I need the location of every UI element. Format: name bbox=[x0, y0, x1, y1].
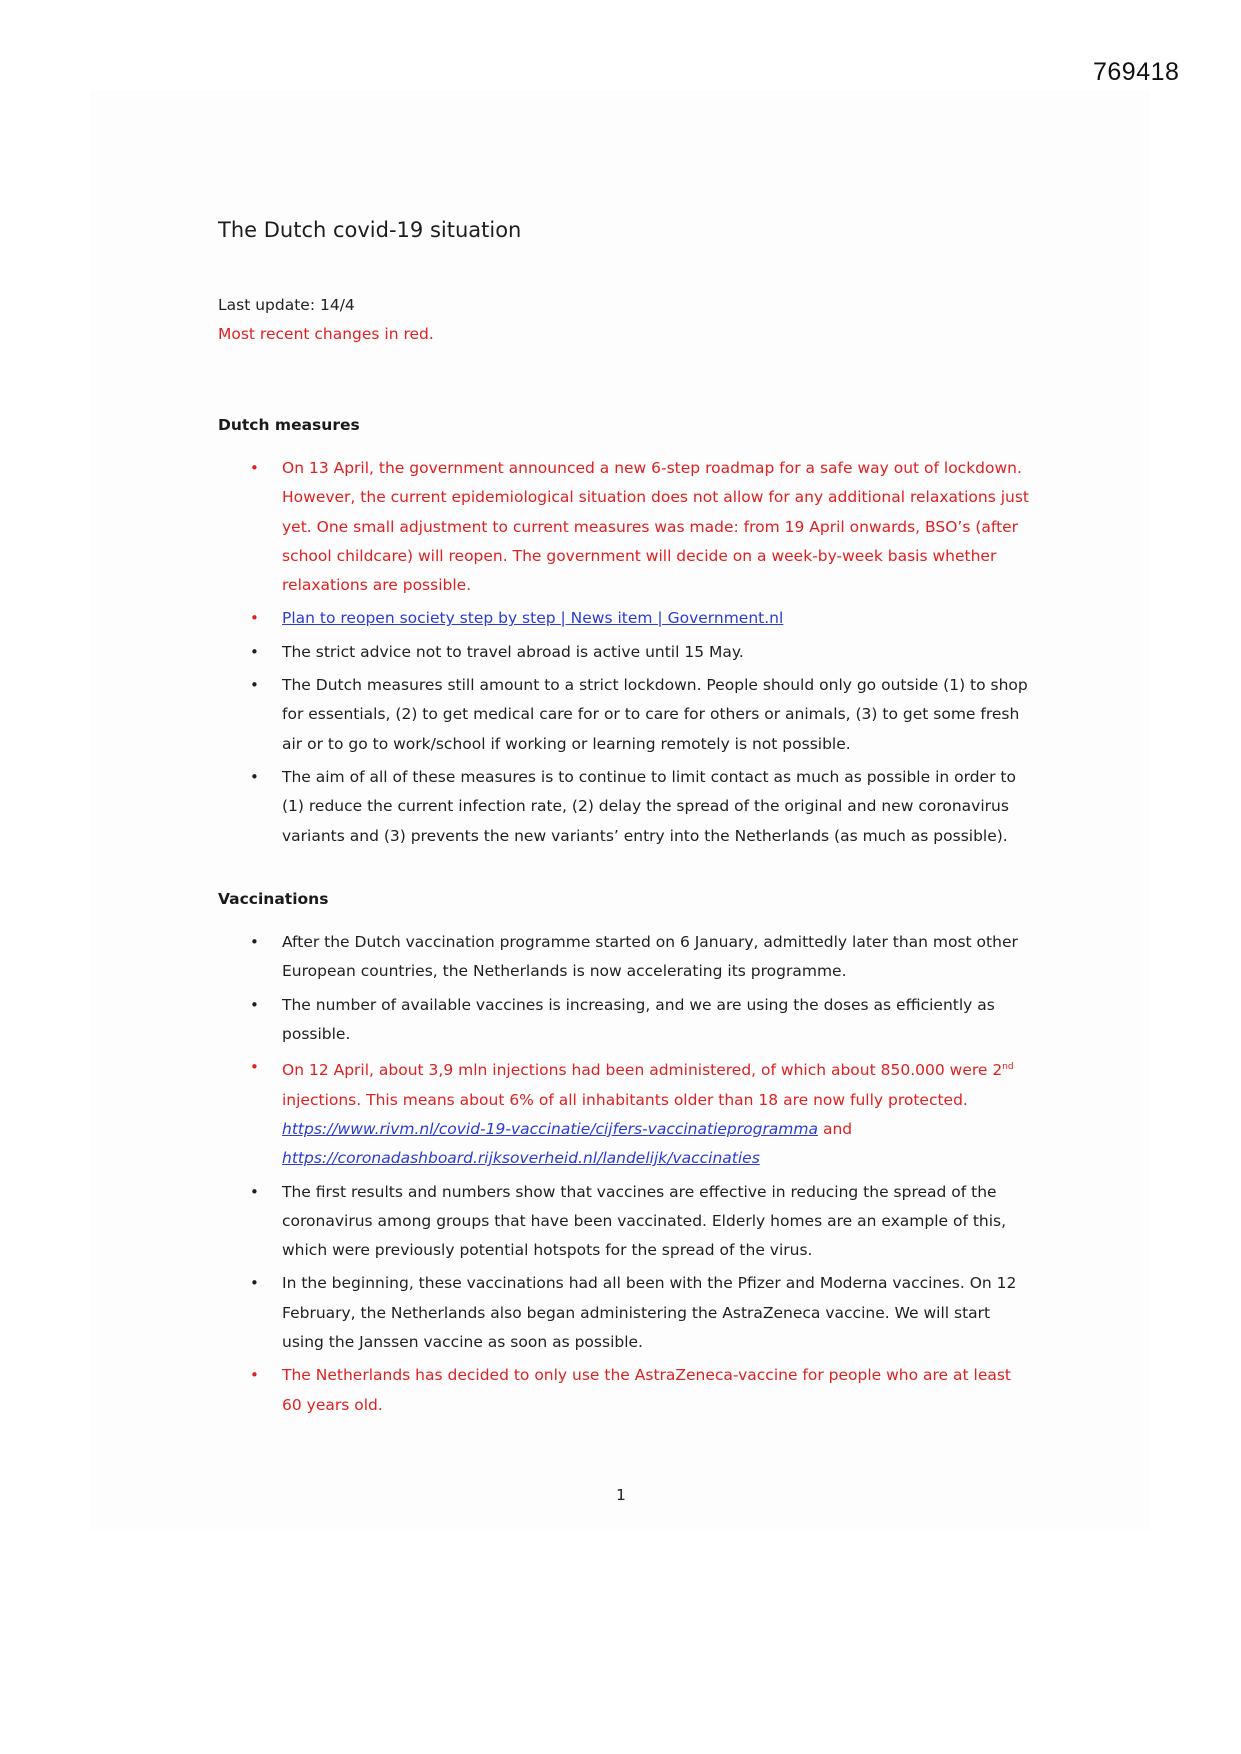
page-number: 1 bbox=[616, 1486, 626, 1504]
link-joiner: and bbox=[818, 1119, 853, 1138]
government-news-link[interactable]: Plan to reopen society step by step | News item | Government.nl bbox=[282, 609, 784, 628]
last-update: Last update: 14/4 bbox=[218, 296, 355, 314]
list-item-text: On 13 April, the government announced a new 6-step roadmap for a safe way out of lockdown. However, the current epidemiological situation does not allow for any additional relaxations just yet. One small adjustment to current measures was made: from 19 April onwards, BSO’s (after school childcare) will reopen. The government will decide on a week-by-week basis whether relaxations are possible. bbox=[282, 459, 1029, 595]
bullet-icon: • bbox=[250, 995, 259, 1014]
rivm-link[interactable]: https://www.rivm.nl/covid-19-vaccinatie/cijfers-vaccinatieprogramma bbox=[282, 1119, 819, 1138]
bullet-icon: • bbox=[250, 1274, 259, 1293]
bullet-icon: • bbox=[250, 1058, 259, 1077]
bullet-icon: • bbox=[250, 642, 259, 661]
list-item bbox=[250, 671, 1030, 759]
list-item-text: In the beginning, these vaccinations had all been with the Pfizer and Moderna vaccines. On 12 February, the Netherlands also began administering the AstraZeneca vaccine. We will start using the Janssen vaccine as soon as possible. bbox=[282, 1274, 1017, 1352]
page-title: The Dutch covid-19 situation bbox=[218, 218, 522, 242]
list-item-text: The aim of all of these measures is to continue to limit contact as much as possible in order to (1) reduce the current infection rate, (2) delay the spread of the original and new coronavirus variants and (3) prevents the new variants’ entry into the Netherlands (as much as possible). bbox=[282, 767, 1016, 845]
list-item bbox=[250, 1178, 1030, 1266]
bullet-icon: • bbox=[250, 459, 259, 477]
section-heading-vaccinations: Vaccinations bbox=[218, 890, 329, 908]
list-item-text: The first results and numbers show that vaccines are effective in reducing the spread of the coronavirus among groups that have been vaccinated. Elderly homes are an example of this, which were previously potential hotspots for the spread of the virus. bbox=[282, 1182, 1007, 1260]
list-item-text: The Netherlands has decided to only use the AstraZeneca-vaccine for people who are at least 60 years old. bbox=[282, 1366, 1012, 1414]
vaccinations-list bbox=[250, 928, 1030, 1424]
list-item-text: The number of available vaccines is increasing, and we are using the doses as efficiently as possible. bbox=[282, 995, 995, 1043]
list-item-text: After the Dutch vaccination programme started on 6 January, admittedly later than most other European countries, the Netherlands is now accelerating its programme. bbox=[282, 933, 1018, 981]
ordinal-suffix: nd bbox=[1002, 1062, 1014, 1073]
bullet-icon: • bbox=[250, 609, 259, 628]
list-item bbox=[250, 604, 1030, 633]
bullet-icon: • bbox=[250, 933, 259, 951]
dutch-measures-list bbox=[250, 454, 1030, 855]
bullet-icon: • bbox=[250, 1366, 259, 1385]
list-item bbox=[250, 1269, 1030, 1357]
list-item-text: injections. This means about 6% of all inhabitants older than 18 are now fully protected. bbox=[282, 1090, 968, 1109]
list-item-text: The Dutch measures still amount to a strict lockdown. People should only go outside (1) to shop for essentials, (2) to get medical care for or to care for others or animals, (3) to get some fresh air or to go to work/school if working or learning remotely is not possible. bbox=[282, 676, 1028, 753]
list-item bbox=[250, 454, 1030, 600]
list-item-text: On 12 April, about 3,9 mln injections had been administered, of which about 850.000 were 2 bbox=[282, 1061, 1003, 1080]
recent-changes-note: Most recent changes in red. bbox=[218, 325, 434, 343]
bullet-icon: • bbox=[250, 676, 259, 695]
section-heading-dutch-measures: Dutch measures bbox=[218, 416, 360, 434]
bullet-icon: • bbox=[250, 1182, 259, 1201]
coronadashboard-link[interactable]: https://coronadashboard.rijksoverheid.nl/landelijk/vaccinaties bbox=[282, 1149, 760, 1168]
list-item bbox=[250, 991, 1030, 1050]
list-item bbox=[250, 1361, 1030, 1420]
list-item bbox=[250, 1053, 1030, 1173]
document-id: 769418 bbox=[1093, 58, 1180, 86]
bullet-icon: • bbox=[250, 767, 259, 786]
list-item bbox=[250, 928, 1030, 987]
list-item bbox=[250, 638, 1030, 667]
list-item-text: The strict advice not to travel abroad is active until 15 May. bbox=[282, 642, 744, 661]
list-item bbox=[250, 763, 1030, 851]
